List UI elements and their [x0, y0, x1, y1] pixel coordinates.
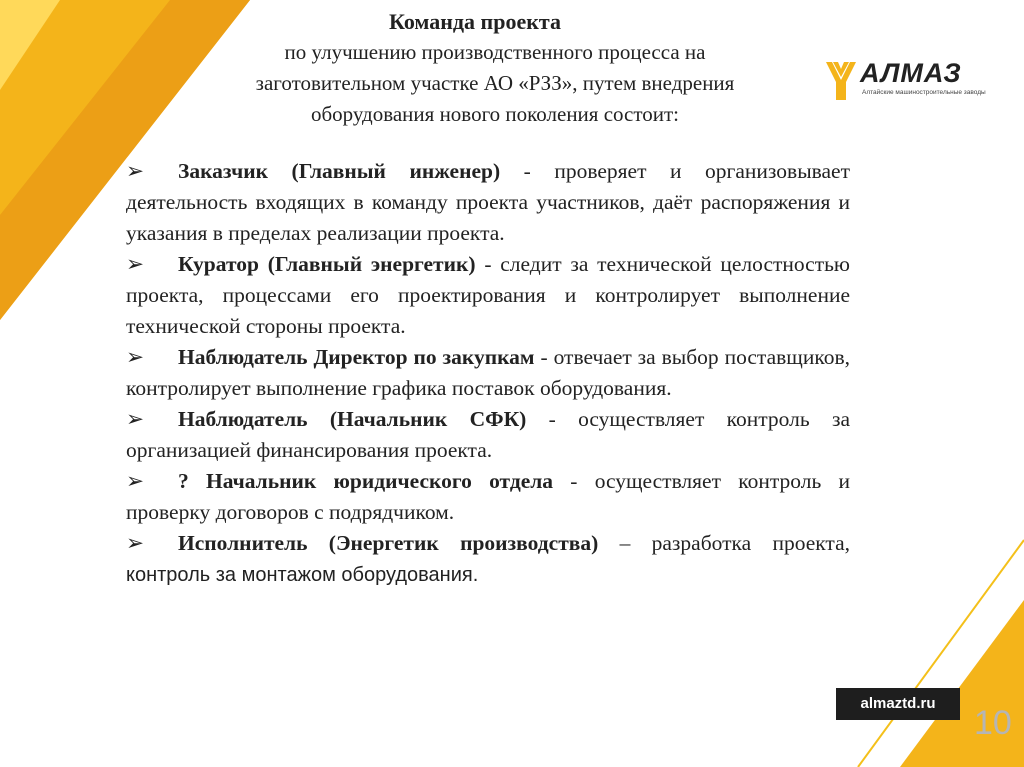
- list-item: [126, 466, 850, 528]
- role-label: Заказчик (Главный инженер): [178, 159, 501, 183]
- website-link[interactable]: almaztd.ru: [836, 688, 960, 720]
- almaz-logo-icon: [826, 60, 856, 100]
- page-subtitle-line-2: заготовительном участке АО «РЗЗ», путем внедрения: [255, 71, 735, 95]
- arrow-bullet-icon: ➢: [126, 159, 145, 183]
- role-label: Исполнитель (Энергетик производства): [178, 531, 599, 555]
- role-description: - осуществляет контроль и проверку договоров с подрядчиком.: [126, 469, 850, 524]
- role-label: Куратор (Главный энергетик): [178, 252, 476, 276]
- role-description: - осуществляет контроль за организацией финансирования проекта.: [126, 407, 851, 462]
- role-description: - отвечает за выбор поставщиков, контролирует выполнение графика поставок оборудования.: [126, 345, 850, 400]
- arrow-bullet-icon: ➢: [126, 407, 145, 431]
- arrow-bullet-icon: ➢: [126, 469, 145, 493]
- page-number: 10: [974, 704, 1012, 742]
- logo-tagline: Алтайские машиностроительные заводы: [862, 89, 986, 96]
- role-label: Наблюдатель (Начальник СФК): [178, 407, 527, 431]
- role-description: - проверяет и организовывает деятельность входящих в команду проекта участников, даёт распоряжения и указания в пределах реализации проекта.: [126, 159, 850, 245]
- arrow-bullet-icon: ➢: [126, 345, 145, 369]
- role-description: – разработка проекта,: [598, 531, 850, 555]
- logo-name: АЛМАЗ: [860, 58, 962, 88]
- page-subtitle-line-1: по улучшению производственного процесса на: [284, 40, 706, 64]
- page-title: Команда проекта: [388, 9, 561, 34]
- list-item: [126, 249, 850, 342]
- role-description: - следит за технической целостностью проекта, процессами его проектирования и контролирует выполнение технической стороны проекта.: [126, 252, 850, 338]
- role-label: ? Начальник юридического отдела: [178, 469, 554, 493]
- arrow-bullet-icon: ➢: [126, 252, 145, 276]
- company-logo: [826, 58, 986, 102]
- team-list: [126, 156, 850, 591]
- arrow-bullet-icon: ➢: [126, 531, 145, 555]
- list-item: [126, 528, 850, 591]
- page-title-block: [150, 6, 840, 130]
- role-description-sans: контроль за монтажом оборудования.: [126, 564, 479, 586]
- list-item: [126, 342, 850, 404]
- page-subtitle-line-3: оборудования нового поколения состоит:: [310, 102, 680, 126]
- list-item: [126, 404, 850, 466]
- list-item: [126, 156, 850, 249]
- role-label: Наблюдатель Директор по закупкам: [178, 345, 535, 369]
